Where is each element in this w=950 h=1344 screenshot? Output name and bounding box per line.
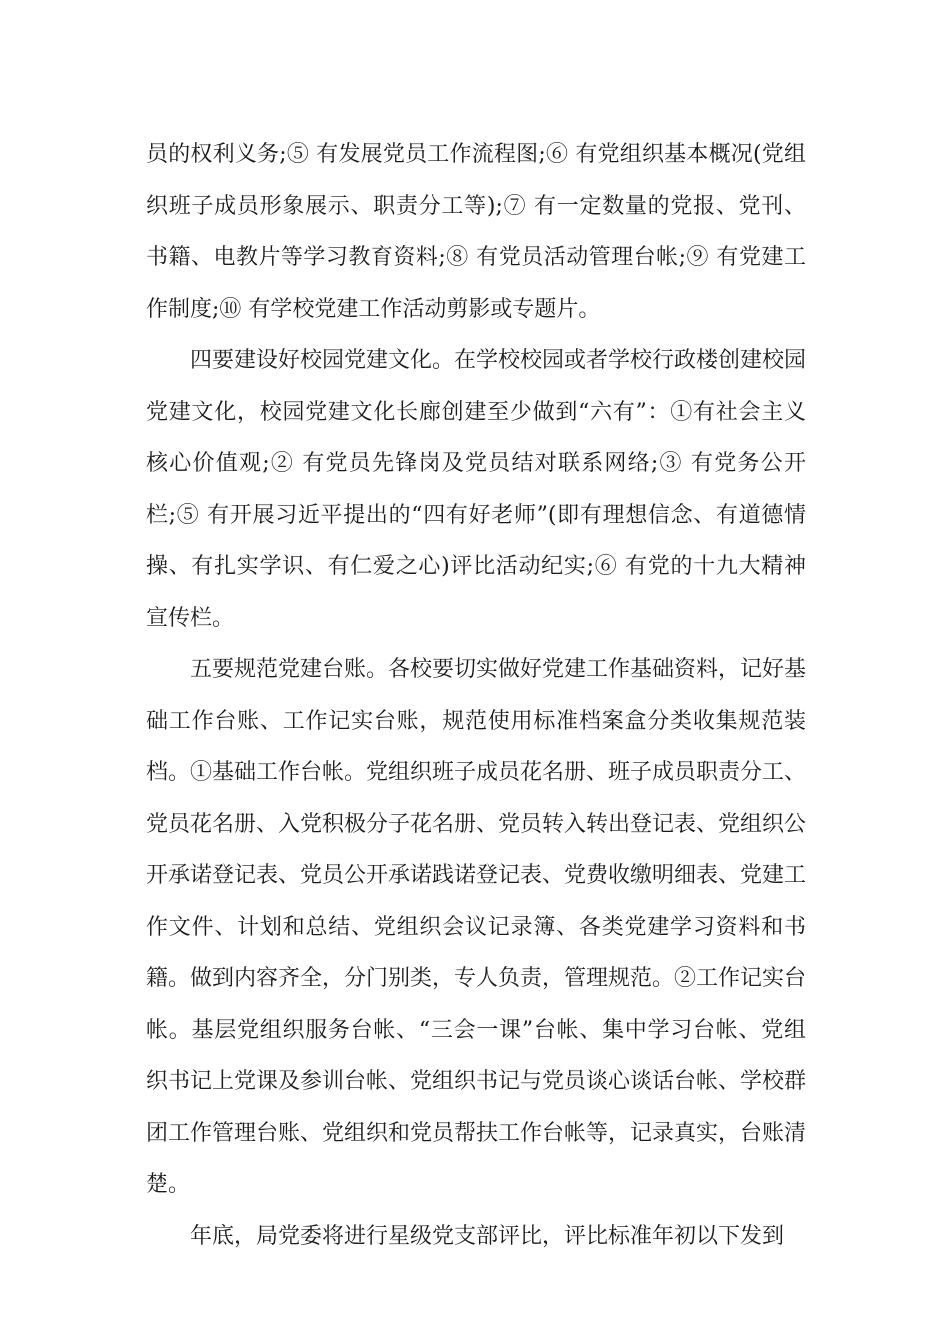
paragraph-party-ledger: 五要规范党建台账。各校要切实做好党建工作基础资料，记好基础工作台账、工作记实台账，规范使用标准档案盒分类收集规范装档。①基础工作台帐。党组织班子成员花名册、班子成员职责分工、党员花名册、入党积极分子花名册、党员转入转出登记表、党组织公开承诺登记表、党员公开承诺践诺登记表、党费收缴明细表、党建工作文件、计划和总结、党组织会议记录簿、各类党建学习资料和书籍。做到内容齐全，分门别类，专人负责，管理规范。②工作记实台帐。基层党组织服务台帐、“三会一课”台帐、集中学习台帐、党组织书记上党课及参训台帐、党组织书记与党员谈心谈话台帐、学校群团工作管理台账、党组织和党员帮扶工作台帐等，记录真实，台账清楚。 [146,657,807,1197]
paragraph-year-end-evaluation: 年底，局党委将进行星级党支部评比，评比标准年初以下发到 [190,1223,785,1249]
document-body [146,129,806,1262]
paragraph-continuation: 员的权利义务;⑤ 有发展党员工作流程图;⑥ 有党组织基本概况(党组织班子成员形象展示、职责分工等);⑦ 有一定数量的党报、党刊、书籍、电教片等学习教育资料;⑧ 有党员活动管理台帐;⑨ 有党建工作制度;⑩ 有学校党建工作活动剪影或专题片。 [146,142,806,322]
paragraph-campus-party-culture: 四要建设好校园党建文化。在学校校园或者学校行政楼创建校园党建文化，校园党建文化长廊创建至少做到“六有”：①有社会主义核心价值观;② 有党员先锋岗及党员结对联系网络;③ 有党务公开栏;⑤ 有开展习近平提出的“四有好老师”(即有理想信念、有道德情操、有扎实学识、有仁爱之心)评比活动纪实;⑥ 有党的十九大精神宣传栏。 [146,348,807,631]
